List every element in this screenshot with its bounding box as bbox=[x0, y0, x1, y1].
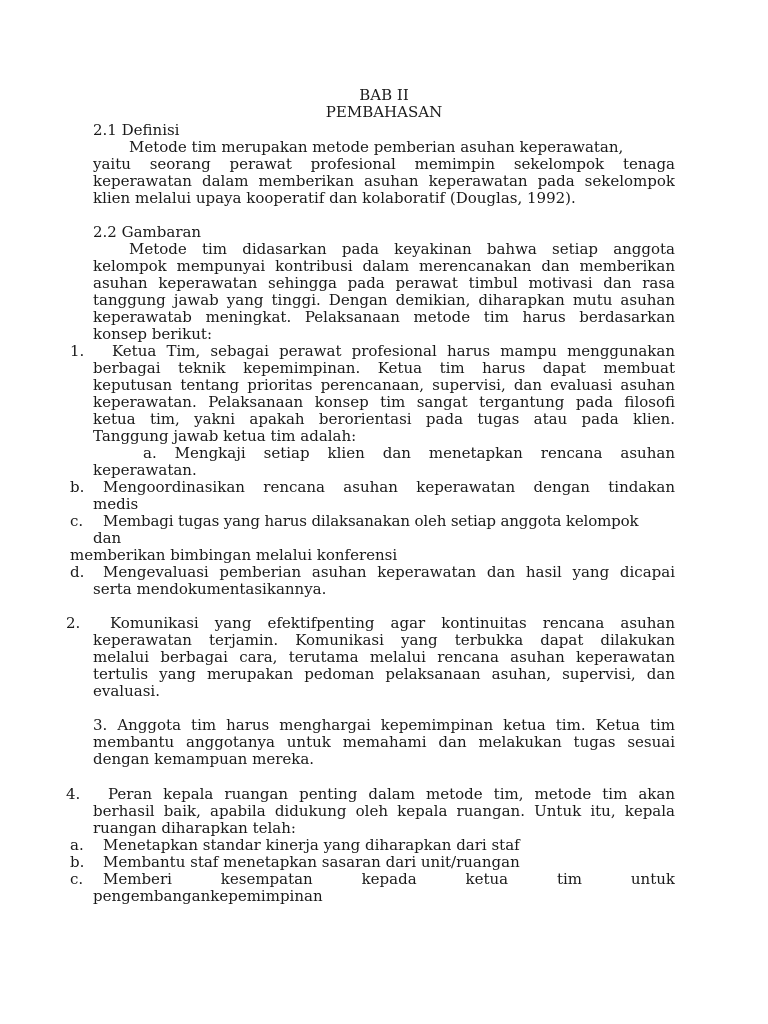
list-marker: 1. bbox=[70, 342, 85, 360]
list-item-line: ruangan diharapkan telah: bbox=[93, 819, 296, 837]
sub-marker: c. bbox=[70, 870, 84, 888]
paragraph-line: tanggung jawab yang tinggi. Dengan demikian, diharapkan mutu asuhan bbox=[93, 292, 675, 309]
list-item-line: keperawatan terjamin. Komunikasi yang terbukka dapat dilakukan bbox=[93, 632, 675, 649]
list-item-line: Ketua Tim, sebagai perawat profesional harus mampu menggunakan bbox=[112, 343, 675, 360]
list-item-line: Tanggung jawab ketua tim adalah: bbox=[93, 427, 357, 445]
list-marker: 4. bbox=[66, 785, 81, 803]
sub-item-line: memberikan bimbingan melalui konferensi bbox=[70, 546, 398, 564]
list-item-line: ketua tim, yakni apakah berorientasi pada tugas atau pada klien. bbox=[93, 411, 675, 428]
paragraph-line: klien melalui upaya kooperatif dan kolaboratif (Douglas, 1992). bbox=[93, 189, 576, 207]
list-item-line: Peran kepala ruangan penting dalam metode tim, metode tim akan bbox=[108, 786, 675, 803]
list-item-line: berhasil baik, apabila didukung oleh kepala ruangan. Untuk itu, kepala bbox=[93, 803, 675, 820]
chapter-label: BAB II bbox=[359, 86, 409, 104]
sub-item-c: Membagi tugas yang harus dilaksanakan oleh setiap anggota kelompok bbox=[103, 512, 639, 530]
sub-item-line: serta mendokumentasikannya. bbox=[93, 580, 327, 598]
sub-marker: d. bbox=[70, 563, 85, 581]
list-marker: 2. bbox=[66, 614, 81, 632]
sub-marker: c. bbox=[70, 512, 84, 530]
paragraph-line: yaitu seorang perawat profesional memimpin sekelompok tenaga bbox=[93, 156, 675, 173]
list-item-line: membantu anggotanya untuk memahami dan melakukan tugas sesuai bbox=[93, 734, 675, 751]
sub-item-a: Menetapkan standar kinerja yang diharapkan dari staf bbox=[103, 836, 520, 854]
list-item-line: berbagai teknik kepemimpinan. Ketua tim harus dapat membuat bbox=[93, 360, 675, 377]
paragraph-line: kelompok mempunyai kontribusi dalam merencanakan dan memberikan bbox=[93, 258, 675, 275]
sub-item-b: Mengoordinasikan rencana asuhan keperawatan dengan tindakan bbox=[103, 479, 675, 496]
sub-item-line: dan bbox=[93, 529, 122, 547]
paragraph-line: konsep berikut: bbox=[93, 325, 213, 343]
sub-item-d: Mengevaluasi pemberian asuhan keperawatan dan hasil yang dicapai bbox=[103, 564, 675, 581]
chapter-title: PEMBAHASAN bbox=[325, 103, 443, 121]
sub-item-c: Memberi kesempatan kepada ketua tim untuk bbox=[103, 871, 675, 888]
paragraph-line: keperawatan dalam memberikan asuhan keperawatan pada sekelompok bbox=[93, 173, 675, 190]
sub-item-line: pengembangankepemimpinan bbox=[93, 887, 323, 905]
sub-item-line: keperawatan. bbox=[93, 461, 197, 479]
sub-item-a: a. Mengkaji setiap klien dan menetapkan rencana asuhan bbox=[143, 445, 675, 462]
list-item-line: evaluasi. bbox=[93, 682, 160, 700]
paragraph-line: Metode tim didasarkan pada keyakinan bahwa setiap anggota bbox=[129, 241, 675, 258]
sub-marker: b. bbox=[70, 478, 85, 496]
paragraph-line: asuhan keperawatan sehingga pada perawat timbul motivasi dan rasa bbox=[93, 275, 675, 292]
list-item-line: Komunikasi yang efektifpenting agar kontinuitas rencana asuhan bbox=[110, 615, 675, 632]
paragraph-line: keperawatab meningkat. Pelaksanaan metode tim harus berdasarkan bbox=[93, 309, 675, 326]
section-heading-definisi: 2.1 Definisi bbox=[93, 121, 180, 139]
list-item-line: keputusan tentang prioritas perencanaan, supervisi, dan evaluasi asuhan bbox=[93, 377, 675, 394]
sub-item-b: Membantu staf menetapkan sasaran dari unit/ruangan bbox=[103, 853, 520, 871]
list-item-line: 3. Anggota tim harus menghargai kepemimpinan ketua tim. Ketua tim bbox=[93, 717, 675, 734]
sub-item-line: medis bbox=[93, 495, 139, 513]
list-item-line: dengan kemampuan mereka. bbox=[93, 750, 315, 768]
list-item-line: keperawatan. Pelaksanaan konsep tim sangat tergantung pada filosofi bbox=[93, 394, 675, 411]
sub-marker: b. bbox=[70, 853, 85, 871]
sub-marker: a. bbox=[70, 836, 84, 854]
list-item-line: melalui berbagai cara, terutama melalui rencana asuhan keperawatan bbox=[93, 649, 675, 666]
list-item-line: tertulis yang merupakan pedoman pelaksanaan asuhan, supervisi, dan bbox=[93, 666, 675, 683]
section-heading-gambaran: 2.2 Gambaran bbox=[93, 223, 202, 241]
paragraph-line: Metode tim merupakan metode pemberian asuhan keperawatan, bbox=[129, 138, 624, 156]
